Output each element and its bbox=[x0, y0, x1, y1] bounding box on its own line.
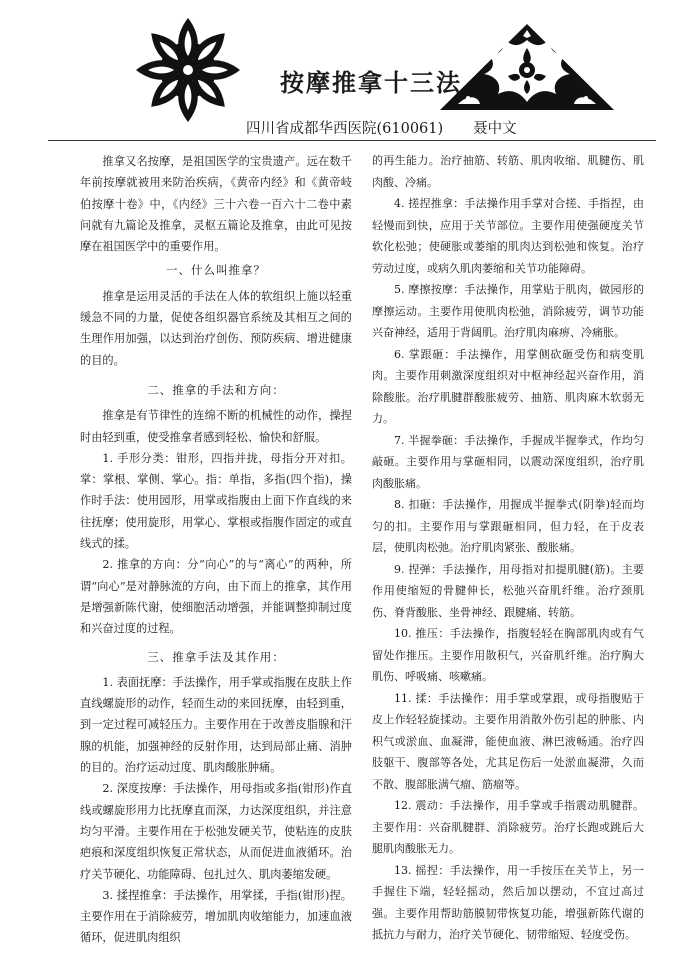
papercut-ornament-icon bbox=[438, 18, 616, 112]
method-item-11: 11. 揉：手法操作：用手掌或掌跟，或母指腹贴于皮上作轻轻旋揉动。主要作用消散外伤引起的肿胀、内积气或淤血、血凝滞，能使血液、淋巴液畅通。治疗四肢躯干、腹部等各处，尤其足伤后一处淤血凝滞，久而不散、腹部胀满气瘤、筋瘤等。 bbox=[372, 691, 644, 791]
method-item-8: 8. 扣砸：手法操作，用握成半握拳式(阴拳)轻而均匀的扣。主要作用与掌跟砸相同，但力轻，在于皮表层，使肌肉松弛。治疗肌肉紧张、酸胀痛。 bbox=[372, 498, 644, 554]
method-item-1: 1. 表面抚摩：手法操作，用手掌或指腹在皮肤上作直线螺旋形的动作，轻而生动的来回抚摩，由轻到重，到一定过程可减轻压力。主要作用在于改善皮脂腺和汗腺的机能，加强神经的反射作用，达到局部止痛、消肿的目的。治疗运动过度、肌肉酸胀肿痛。 bbox=[80, 675, 352, 775]
flower-ornament-icon bbox=[132, 14, 244, 126]
method-item-4: 4. 搓捏推拿：手法操作用手掌对合搓、手指捏，由轻慢而到快，应用于关节部位。主要作用使强硬度关节软化松弛；使硬胀或萎缩的肌肉达到松弛和恢复。治疗劳动过度，或病久肌肉萎缩和关节功能障碍。 bbox=[372, 197, 644, 275]
intro-paragraph: 推拿又名按摩，是祖国医学的宝贵遗产。远在数千年前按摩就被用来防治疾病，《黄帝内经》和《黄帝岐伯按摩十卷》中，《内经》三十六卷一百六十二卷中素问就有九篇论及推拿，灵枢五篇论及推拿，由此可见按摩在祖国医学中的重要作用。 bbox=[80, 155, 352, 254]
method-item-6: 6. 掌跟砸：手法操作，用掌侧砍砸受伤和病变肌肉。主要作用刺激深度组织对中枢神经起兴奋作用，消除酸胀。治疗肌腱群酸胀疲劳、抽筋、肌肉麻木软弱无力。 bbox=[372, 347, 644, 425]
affiliation: 四川省成都华西医院(610061) bbox=[246, 121, 444, 137]
list-item-hand-shapes: 1. 手形分类：钳形，四指并拢，母指分开对扣。掌：掌根、掌侧、掌心。指：单指，多指(四个指)，操作时手法：使用园形，用掌或指腹由上面下作直线的来往抚摩；使用旋形，用掌心、掌根或指腹作固定的或直线式的揉。 bbox=[80, 451, 352, 551]
method-item-3-end: 的再生能力。治疗抽筋、转筋、肌肉收缩、肌腱伤、肌肉酸、冷痛。 bbox=[372, 154, 644, 189]
section-paragraph-1: 推拿是运用灵活的手法在人体的软组织上施以轻重缓急不同的力量，促使各组织器官系统及其相互之间的生理作用加强，以达到治疗创伤、预防疾病、增进健康的目的。 bbox=[80, 289, 352, 367]
method-item-12: 12. 震动：手法操作，用手掌或手指震动肌腱群。主要作用：兴奋肌腱群、消除疲劳。治疗长跑或跳后大腿肌肉酸胀无力。 bbox=[372, 799, 644, 855]
right-column bbox=[372, 150, 644, 946]
section-heading-3: 三、推拿手法及其作用： bbox=[147, 649, 285, 664]
section-heading-1: 一、什么叫推拿？ bbox=[166, 263, 266, 278]
method-item-7: 7. 半握拳砸：手法操作，手握成半握拳式，作均匀敲砸。主要作用与掌砸相同，以震动深度组织，治疗肌肉酸胀痛。 bbox=[372, 433, 644, 490]
method-item-10: 10. 推压：手法操作，指腹轻轻在胸部肌肉或有气留处作推压。主要作用散积气，兴奋肌纤维。治疗胸大肌伤、呼吸痛、咳嗽痛。 bbox=[372, 627, 644, 683]
method-item-5: 5. 摩擦按摩：手法操作，用掌贴于肌肉，做园形的摩擦运动。主要作用使肌肉松弛，消除疲劳，调节功能兴奋神经，适用于背阔肌。治疗肌肉麻痹、冷痛胀。 bbox=[372, 283, 644, 339]
method-item-9: 9. 捏弹：手法操作，用母指对扣提肌腱(筋)。主要作用使缩短的骨腱伸长，松弛兴奋肌纤维。治疗颈肌伤、脊背酸胀、坐骨神经、跟腱痛、转筋。 bbox=[372, 562, 644, 619]
method-item-2: 2. 深度按摩：手法操作，用母指或多指(钳形)作直线或螺旋形用力比抚摩直而深，力达深度组织，并注意均匀平滑。主要作用在于松弛发硬关节，使粘连的皮肤疤痕和深度组织恢复正常状态，从而促进血液循环。治疗关节硬化、功能障碍、包扎过久、肌肉萎缩发硬。 bbox=[80, 782, 352, 881]
author-name: 聂中文 bbox=[473, 121, 517, 137]
article-title: 按摩推拿十三法 bbox=[280, 68, 462, 97]
list-item-direction: 2. 推拿的方向：分“向心”的与“离心”的两种，所谓“向心”是对静脉流的方向，由下而上的推拿，其作用是增强新陈代谢，使细胞活动增强，并能调整抑制过度和兴奋过度的过程。 bbox=[80, 558, 352, 636]
left-column bbox=[80, 151, 352, 949]
article-header bbox=[0, 0, 700, 140]
header-divider bbox=[48, 140, 656, 141]
method-item-13: 13. 摇捏：手法操作，用一手按压在关节上，另一手握住下端，轻轻摇动，然后加以摆动，不宜过高过强。主要作用帮助筋膜韧带恢复功能，增强新陈代谢的抵抗力与耐力，治疗关节硬化、韧带缩短、轻度受伤。 bbox=[372, 863, 644, 941]
section-heading-2: 二、推拿的手法和方向： bbox=[147, 382, 285, 397]
byline bbox=[246, 117, 517, 138]
section-paragraph-2: 推拿是有节律性的连绵不断的机械性的动作，操捏时由轻到重，使受推拿者感到轻松、愉快和舒服。 bbox=[80, 409, 352, 444]
method-item-3-start: 3. 揉捏推拿：手法操作，用掌揉，手指(钳形)捏。主要作用在于消除疲劳，增加肌肉收缩能力，加速血液循环，促进肌肉组织 bbox=[80, 888, 352, 945]
